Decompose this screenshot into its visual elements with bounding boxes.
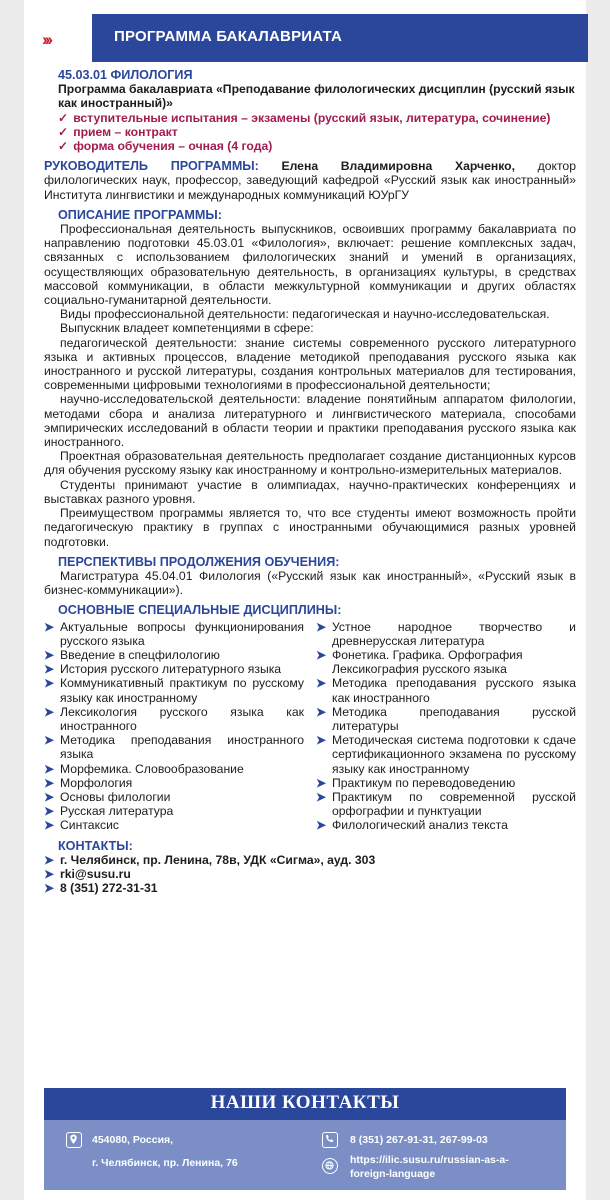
header-bar: [92, 14, 588, 62]
arrow-right-icon: ➤: [316, 818, 327, 833]
list-item: ➤ Практикум по переводоведению: [316, 775, 516, 790]
list-item: ➤ Методика преподавания русского языка как иностранного: [316, 676, 576, 705]
arrow-right-icon: ➤: [316, 647, 327, 662]
arrow-right-icon: ➤: [44, 866, 55, 881]
description-paragraph: Виды профессиональной деятельности: педагогическая и научно-исследовательская.: [60, 307, 550, 322]
arrow-right-icon: ➤: [44, 789, 55, 804]
list-item: ➤ Филологический анализ текста: [316, 818, 508, 833]
arrow-right-icon: ➤: [44, 775, 55, 790]
footer-site-line1[interactable]: https://ilic.susu.ru/russian-as-a-: [350, 1154, 509, 1166]
arrow-right-icon: ➤: [44, 761, 55, 776]
arrow-right-icon: ➤: [44, 733, 55, 748]
description-paragraph: Проектная образовательная деятельность предполагает создание дистанционных курсов для обучения русскому языку как иностранному и контрольно-измерительных материалов.: [44, 449, 576, 478]
list-item: ➤ Русская литература: [44, 804, 174, 819]
arrow-right-icon: ➤: [316, 619, 327, 634]
check-item: ✓ прием – контракт: [58, 124, 178, 139]
page-title: ПРОГРАММА БАКАЛАВРИАТА: [114, 28, 342, 45]
globe-icon: [322, 1158, 338, 1174]
head-name: Елена Владимировна Харченко,: [281, 159, 515, 174]
check-icon: ✓: [58, 124, 69, 139]
arrow-right-icon: ➤: [316, 676, 327, 691]
list-item: ➤ Коммуникативный практикум по русскому языку как иностранному: [44, 676, 304, 705]
description-paragraph: Выпускник владеет компетенциями в сфере:: [60, 321, 314, 336]
arrow-right-icon: ➤: [316, 733, 327, 748]
list-item: ➤ Лексикология русского языка как иностранного: [44, 704, 304, 733]
main-content: [44, 68, 576, 895]
list-item: ➤ Актуальные вопросы функционирования русского языка: [44, 619, 304, 648]
list-item: ➤ Основы филологии: [44, 789, 171, 804]
list-item: Лексикография русского языка: [332, 662, 507, 677]
arrow-right-icon: ➤: [44, 852, 55, 867]
program-name: Программа бакалавриата «Преподавание филологических дисциплин (русский язык как иностранный)»: [58, 82, 575, 111]
program-checklist: [58, 111, 576, 154]
footer-contacts: [44, 1120, 566, 1190]
disciplines-title: ОСНОВНЫЕ СПЕЦИАЛЬНЫЕ ДИСЦИПЛИНЫ:: [58, 603, 342, 618]
footer-phone[interactable]: 8 (351) 267-91-31, 267-99-03: [350, 1134, 488, 1146]
description-paragraph: Преимуществом программы является то, что все студенты имеют возможность пройти педагогическую практику в группах с иностранными обучающимися разных уровней подготовки.: [44, 506, 576, 549]
list-item: ➤ Морфология: [44, 775, 133, 790]
contact-email[interactable]: ➤ rki@susu.ru: [44, 866, 131, 881]
contact-phone[interactable]: ➤ 8 (351) 272-31-31: [44, 881, 158, 896]
contact-address: ➤ г. Челябинск, пр. Ленина, 78в, УДК «Сигма», ауд. 303: [44, 852, 376, 867]
list-item: ➤ Методическая система подготовки к сдаче сертификационного экзамена по русскому языку как иностранному: [316, 733, 576, 776]
arrow-right-icon: ➤: [44, 619, 55, 634]
contacts-title: КОНТАКТЫ:: [58, 838, 133, 853]
description-paragraph: научно-исследовательской деятельности: владение понятийным аппаратом филологии, методами сбора и анализа литературного и лингвистического материала, способами эмпирических исследований в области теории и практики преподавания русского языка как иностранного.: [44, 392, 576, 450]
description-paragraph: Студенты принимают участие в олимпиадах, научно-практических конференциях и выставках разного уровня.: [44, 477, 576, 506]
disciplines-right-column: [316, 620, 576, 833]
list-item: ➤ Введение в спецфилологию: [44, 647, 220, 662]
check-icon: ✓: [58, 110, 69, 125]
head-title: РУКОВОДИТЕЛЬ ПРОГРАММЫ:: [44, 159, 259, 174]
list-item: ➤ Синтаксис: [44, 818, 120, 833]
footer-address-line1: 454080, Россия,: [92, 1134, 174, 1146]
list-item: ➤ Фонетика. Графика. Орфография: [316, 647, 523, 662]
check-item: ✓ форма обучения – очная (4 года): [58, 139, 273, 154]
arrow-right-icon: ➤: [44, 804, 55, 819]
disciplines-left-column: [44, 620, 304, 833]
disciplines-list: [44, 620, 576, 833]
description-title: ОПИСАНИЕ ПРОГРАММЫ:: [58, 207, 222, 222]
prospects-text: Магистратура 45.04.01 Филология («Русский язык как иностранный», «Русский язык в бизнес-коммуникации»).: [44, 568, 576, 598]
list-item: ➤ История русского литературного языка: [44, 662, 282, 677]
arrow-right-icon: ➤: [316, 704, 327, 719]
arrow-right-icon: ➤: [316, 789, 327, 804]
page-header: [24, 14, 564, 62]
arrow-right-icon: ➤: [44, 881, 55, 896]
arrow-right-icon: ➤: [44, 662, 55, 677]
chevrons-icon: ›››: [42, 30, 50, 49]
program-code: 45.03.01 ФИЛОЛОГИЯ: [58, 68, 193, 82]
arrow-right-icon: ➤: [44, 647, 55, 662]
description-paragraph: Профессиональная деятельность выпускников, освоивших программу бакалавриата по направлению подготовки 45.03.01 «Филология», включает: решение комплексных задач, связанных с использованием филологических знаний и умений в организациях, осуществляющих образовательную деятельность, в организациях культуры, в средствах массовой коммуникации, в области межкультурной коммуникации и других областях социально-гуманитарной деятельности.: [44, 222, 576, 308]
footer-title: НАШИ КОНТАКТЫ: [210, 1092, 400, 1113]
check-icon: ✓: [58, 139, 69, 154]
program-head: [44, 159, 576, 202]
head-description: доктор филологических наук, профессор, заведующий кафедрой «Русский язык как иностранный» Института лингвистики и международных коммуникаций ЮУрГУ: [44, 159, 576, 202]
arrow-right-icon: ➤: [316, 775, 327, 790]
footer-header: [44, 1088, 566, 1120]
footer-address-line2: г. Челябинск, пр. Ленина, 76: [92, 1157, 238, 1169]
list-item: ➤ Методика преподавания иностранного языка: [44, 733, 304, 762]
arrow-right-icon: ➤: [44, 818, 55, 833]
list-item: ➤ Методика преподавания русской литературы: [316, 704, 576, 733]
phone-icon: [322, 1132, 338, 1148]
check-item: ✓ вступительные испытания – экзамены (русский язык, литература, сочинение): [58, 110, 551, 125]
location-pin-icon: [66, 1132, 82, 1148]
arrow-right-icon: ➤: [44, 704, 55, 719]
arrow-right-icon: ➤: [44, 676, 55, 691]
list-item: ➤ Морфемика. Словообразование: [44, 761, 244, 776]
description-paragraph: педагогической деятельности: знание системы современного русского литературного языка и активных процессов, владение методикой преподавания русского языка как иностранного и русской литературы, создания контрольных материалов для тестирования, современными цифровыми технологиями в профессиональной деятельности;: [44, 335, 576, 393]
list-item: ➤ Практикум по современной русской орфографии и пунктуации: [316, 789, 576, 819]
footer-site-line2[interactable]: foreign-language: [350, 1168, 436, 1180]
list-item: ➤ Устное народное творчество и древнерусская литература: [316, 619, 576, 648]
prospects-title: ПЕРСПЕКТИВЫ ПРОДОЛЖЕНИЯ ОБУЧЕНИЯ:: [58, 554, 340, 569]
